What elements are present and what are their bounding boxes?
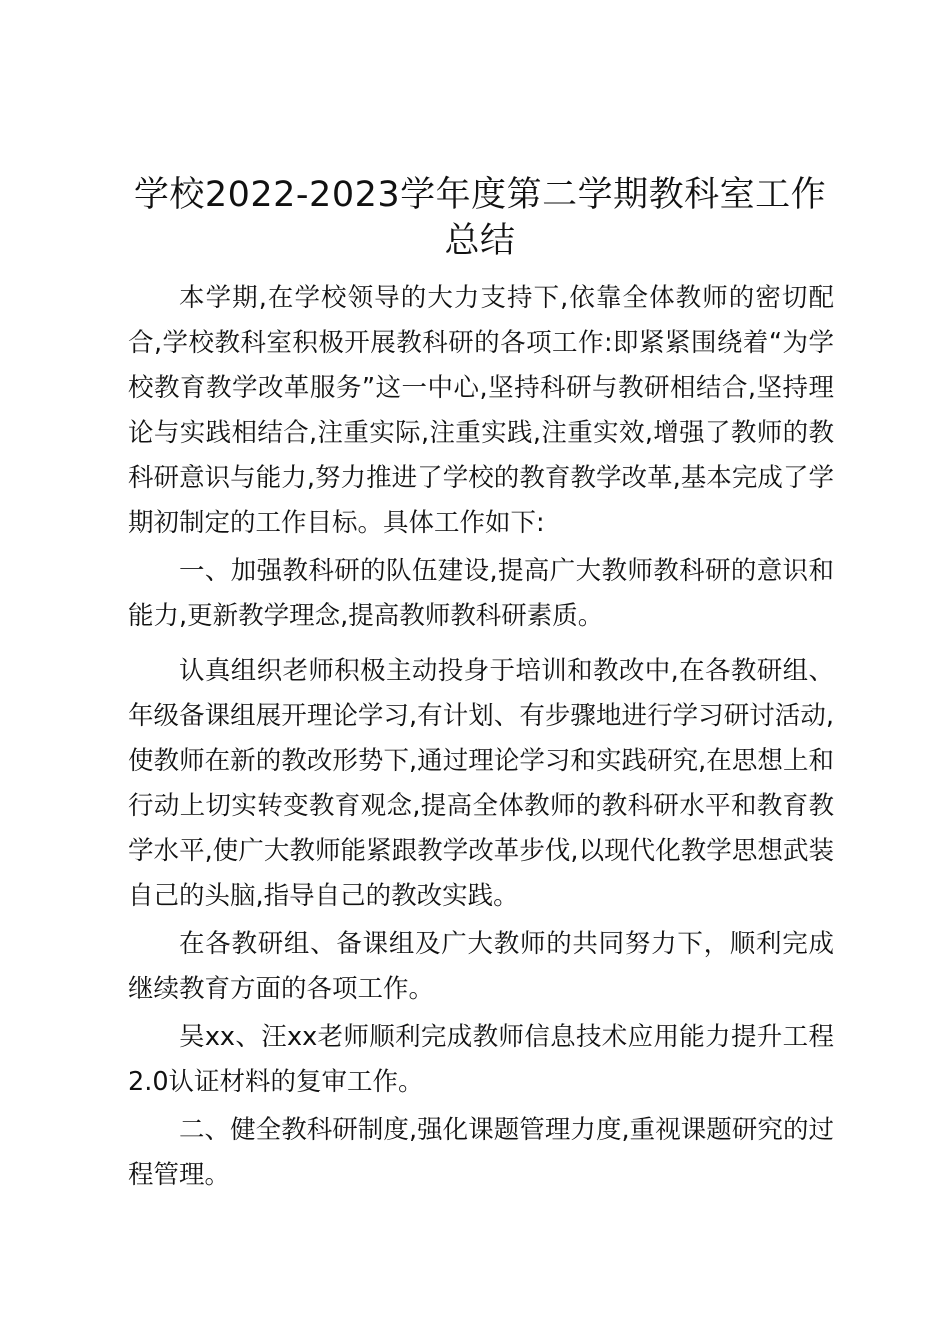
section-heading-two: 二、健全教科研制度,强化课题管理力度,重视课题研究的过程管理。 [128, 1115, 834, 1190]
section-heading-one: 一、加强教科研的队伍建设,提高广大教师教科研的意识和能力,更新教学理念,提高教师教科研素质。 [128, 556, 834, 631]
body-paragraph-continuing-education: 在各教研组、备课组及广大教师的共同努力下，顺利完成继续教育方面的各项工作。 [128, 929, 834, 1004]
document-title [100, 172, 860, 264]
intro-paragraph: 本学期,在学校领导的大力支持下,依靠全体教师的密切配合,学校教科室积极开展教科研的各项工作:即紧紧围绕着“为学校教育教学改革服务”这一中心,坚持科研与教研相结合,坚持理论与实践相结合,注重实际,注重实践,注重实效,增强了教师的教科研意识与能力,努力推进了学校的教育教学改革,基本完成了学期初制定的工作目标。具体工作如下: [128, 283, 834, 538]
document-body [128, 276, 834, 1198]
body-paragraph-training: 认真组织老师积极主动投身于培训和教改中,在各教研组、年级备课组展开理论学习,有计划、有步骤地进行学习研讨活动,使教师在新的教改形势下,通过理论学习和实践研究,在思想上和行动上切实转变教育观念,提高全体教师的教科研水平和教育教学水平,使广大教师能紧跟教学改革步伐,以现代化教学思想武装自己的头脑,指导自己的教改实践。 [128, 656, 834, 911]
title-line-1: 学校2022-2023学年度第二学期教科室工作 [133, 175, 827, 215]
title-line-2: 总结 [444, 221, 516, 261]
body-paragraph-certification: 吴xx、汪xx老师顺利完成教师信息技术应用能力提升工程2.0认证材料的复审工作。 [128, 1022, 834, 1097]
